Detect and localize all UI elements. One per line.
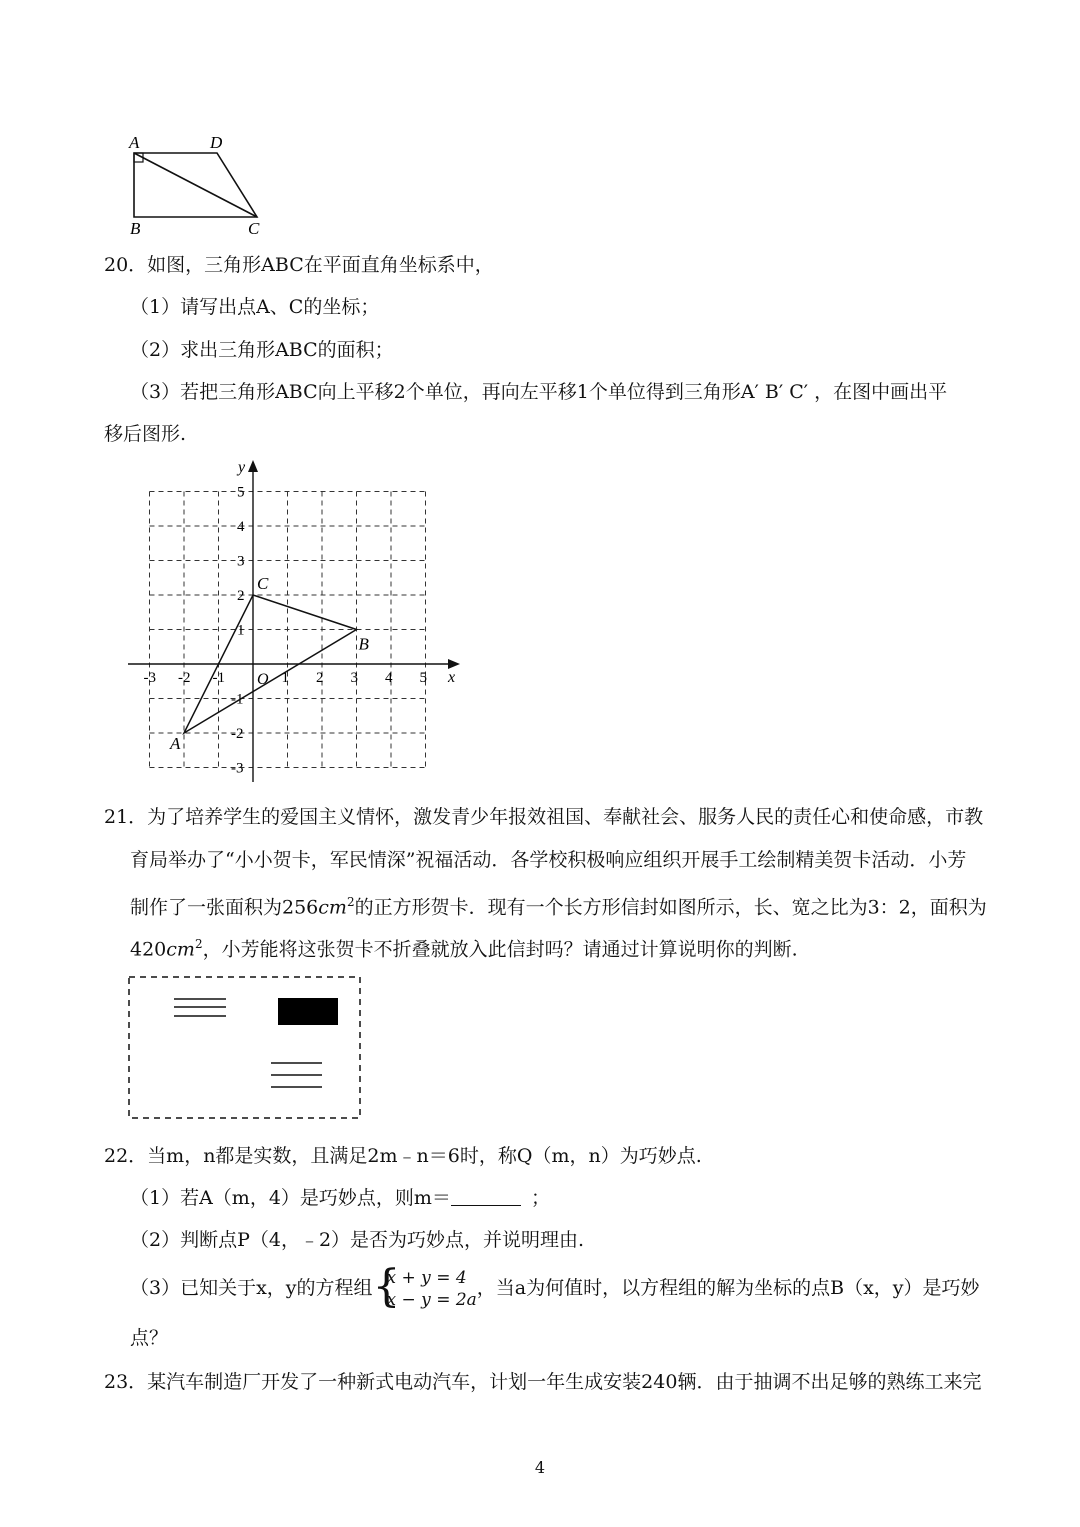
x-tick-label: 4 (385, 670, 393, 686)
point-label-a: A (170, 734, 181, 753)
equation-2: x − y = 2a (386, 1290, 477, 1310)
y-tick-label: 2 (237, 588, 245, 604)
q23-line1: 23．某汽车制造厂开发了一种新式电动汽车，计划一年生成安装240辆．由于抽调不出足够的熟练工来完 (104, 1371, 982, 1393)
x-tick-label: -2 (178, 670, 191, 686)
y-axis-arrow (248, 460, 258, 472)
y-tick-label: -3 (231, 760, 244, 777)
equation-1: x + y = 4 (386, 1268, 467, 1288)
x-tick-label: 1 (281, 670, 289, 686)
x-tick-label: 2 (316, 670, 324, 686)
q22-part2: （2）判断点P（4，﹣2）是否为巧妙点，并说明理由. (130, 1229, 585, 1251)
q22-stem: 22．当m，n都是实数，且满足2m﹣n＝6时，称Q（m，n）为巧妙点. (104, 1145, 702, 1167)
point-label-b: B (358, 634, 369, 654)
label-c: C (248, 219, 260, 238)
q22-part1-text: （1）若A（m，4）是巧妙点，则m＝ (130, 1187, 451, 1209)
q21-line3 (130, 889, 987, 920)
y-tick-label: 5 (237, 484, 245, 501)
q21-unit-2: cm (166, 938, 195, 961)
point-label-c: C (257, 574, 269, 593)
q22-part3-rest: ，当a为何值时，以方程组的解为坐标的点B（x，y）是巧妙 (476, 1277, 980, 1299)
q21-exp: 2 (346, 895, 355, 909)
q21-line4-rest: ，小芳能将这张贺卡不折叠就放入此信封吗？请通过计算说明你的判断. (202, 938, 798, 961)
q20-part2: （2）求出三角形ABC的面积； (130, 339, 394, 361)
q21-exp-2: 2 (194, 937, 203, 951)
y-tick-label: 1 (237, 622, 245, 639)
page-number: 4 (534, 1458, 546, 1477)
label-a: A (129, 133, 140, 152)
brace-symbol: { (372, 1261, 401, 1312)
q20-stem: 20．如图，三角形ABC在平面直角坐标系中， (104, 254, 494, 276)
x-axis-arrow (448, 659, 460, 669)
grid-lines (150, 492, 426, 768)
q21-line1: 21．为了培养学生的爱国主义情怀，激发青少年报效祖国、奉献社会、服务人民的责任心和使命感，市教 (104, 806, 984, 828)
q22-part1 (130, 1185, 550, 1211)
y-axis-label: y (238, 459, 246, 476)
y-tick-label: -2 (231, 726, 244, 742)
trapezoid-figure (120, 128, 280, 240)
coordinate-grid-figure (120, 452, 480, 792)
q21-line2: 育局举办了“小小贺卡，军民情深”祝福活动．各学校积极响应组织开展手工绘制精美贺卡活动．小芳 (130, 849, 967, 871)
label-b: B (130, 219, 141, 238)
x-axis-label: x (448, 669, 456, 686)
envelope-figure (126, 974, 364, 1122)
answer-blank[interactable] (451, 1185, 521, 1206)
q20-part3-line2: 移后图形. (104, 423, 187, 445)
x-tick-label: 3 (350, 670, 358, 686)
q22-part3-end: 点？ (130, 1327, 169, 1349)
q21-line3-rest: 的正方形贺卡．现有一个长方形信封如图所示，长、宽之比为3：2，面积为 (354, 896, 987, 919)
q22-part3 (130, 1261, 980, 1312)
y-tick-label: -1 (231, 691, 244, 708)
q21-line3-text: 制作了一张面积为256 (130, 896, 319, 919)
q22-part1-end: ； (530, 1187, 550, 1209)
origin-label: O (257, 671, 269, 688)
q20-part3-line1: （3）若把三角形ABC向上平移2个单位，再向左平移1个单位得到三角形A′ B′ C′ ，在图中画出平 (130, 381, 948, 403)
x-tick-label: 5 (419, 670, 427, 686)
label-d: D (210, 133, 223, 152)
q20-part1: （1）请写出点A、C的坐标； (130, 296, 380, 318)
q21-line4-num: 420 (130, 938, 167, 961)
y-tick-label: 3 (237, 553, 245, 570)
diagonal-ac (134, 153, 257, 217)
q21-line4 (130, 931, 798, 962)
q22-part3-text: （3）已知关于x，y的方程组 (130, 1277, 373, 1299)
q21-unit: cm (318, 896, 347, 919)
y-tick-label: 4 (237, 519, 245, 535)
equation-system (372, 1261, 477, 1312)
x-tick-label: -3 (143, 670, 156, 686)
stamp-block (278, 998, 338, 1025)
x-tick-label: -1 (212, 670, 225, 686)
